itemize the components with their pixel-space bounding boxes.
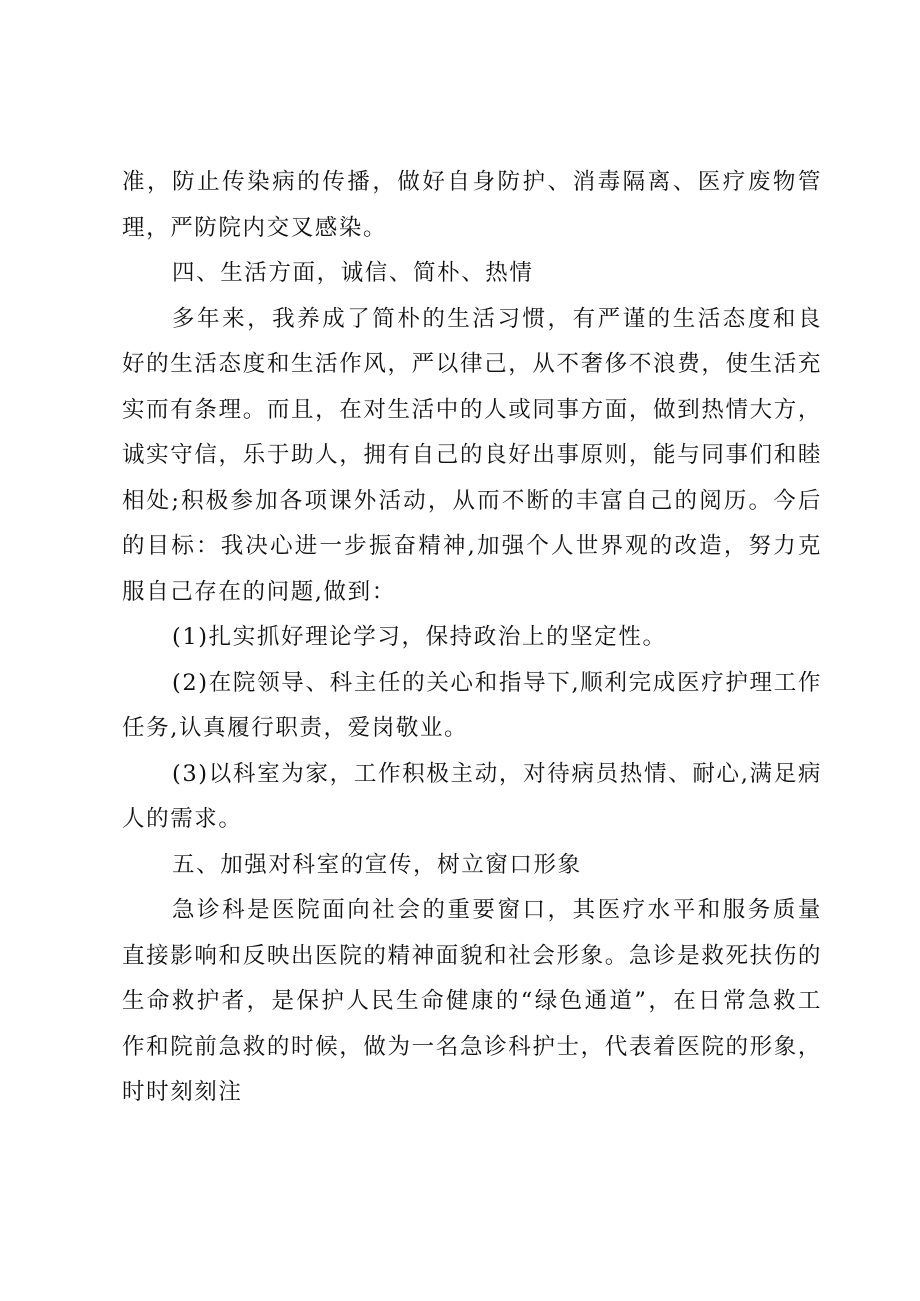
document-body <box>122 160 822 1116</box>
paragraph-continuation: 准，防止传染病的传播，做好自身防护、消毒隔离、医疗废物管理，严防院内交叉感染。 <box>122 169 822 241</box>
list-item-2: (2)在院领导、科主任的关心和指导下,顺利完成医疗护理工作任务,认真履行职责，爱岗敬业。 <box>122 669 822 741</box>
list-item-3: (3)以科室为家，工作积极主动，对待病员热情、耐心,满足病人的需求。 <box>122 760 822 832</box>
paragraph-emergency-dept: 急诊科是医院面向社会的重要窗口，其医疗水平和服务质量直接影响和反映出医院的精神面貌和社会形象。急诊是救死扶伤的生命救护者，是保护人民生命健康的“绿色通道”，在日常急救工作和院前急救的时候，做为一名急诊科护士，代表着医院的形象，时时刻刻注 <box>122 897 822 1105</box>
list-item-1: (1)扎实抓好理论学习，保持政治上的坚定性。 <box>172 624 667 650</box>
section-heading-five: 五、加强对科室的宣传，树立窗口形象 <box>172 851 582 878</box>
section-heading-four: 四、生活方面，诚信、简朴、热情 <box>172 260 534 286</box>
paragraph-life-habits: 多年来，我养成了简朴的生活习惯，有严谨的生活态度和良好的生活态度和生活作风，严以律己，从不奢侈不浪费，使生活充实而有条理。而且，在对生活中的人或同事方面，做到热情大方，诚实守信，乐于助人，拥有自己的良好出事原则，能与同事们和睦相处;积极参加各项课外活动，从而不断的丰富自己的阅历。今后的目标：我决心进一步振奋精神,加强个人世界观的改造，努力克服自己存在的问题,做到： <box>122 305 822 605</box>
